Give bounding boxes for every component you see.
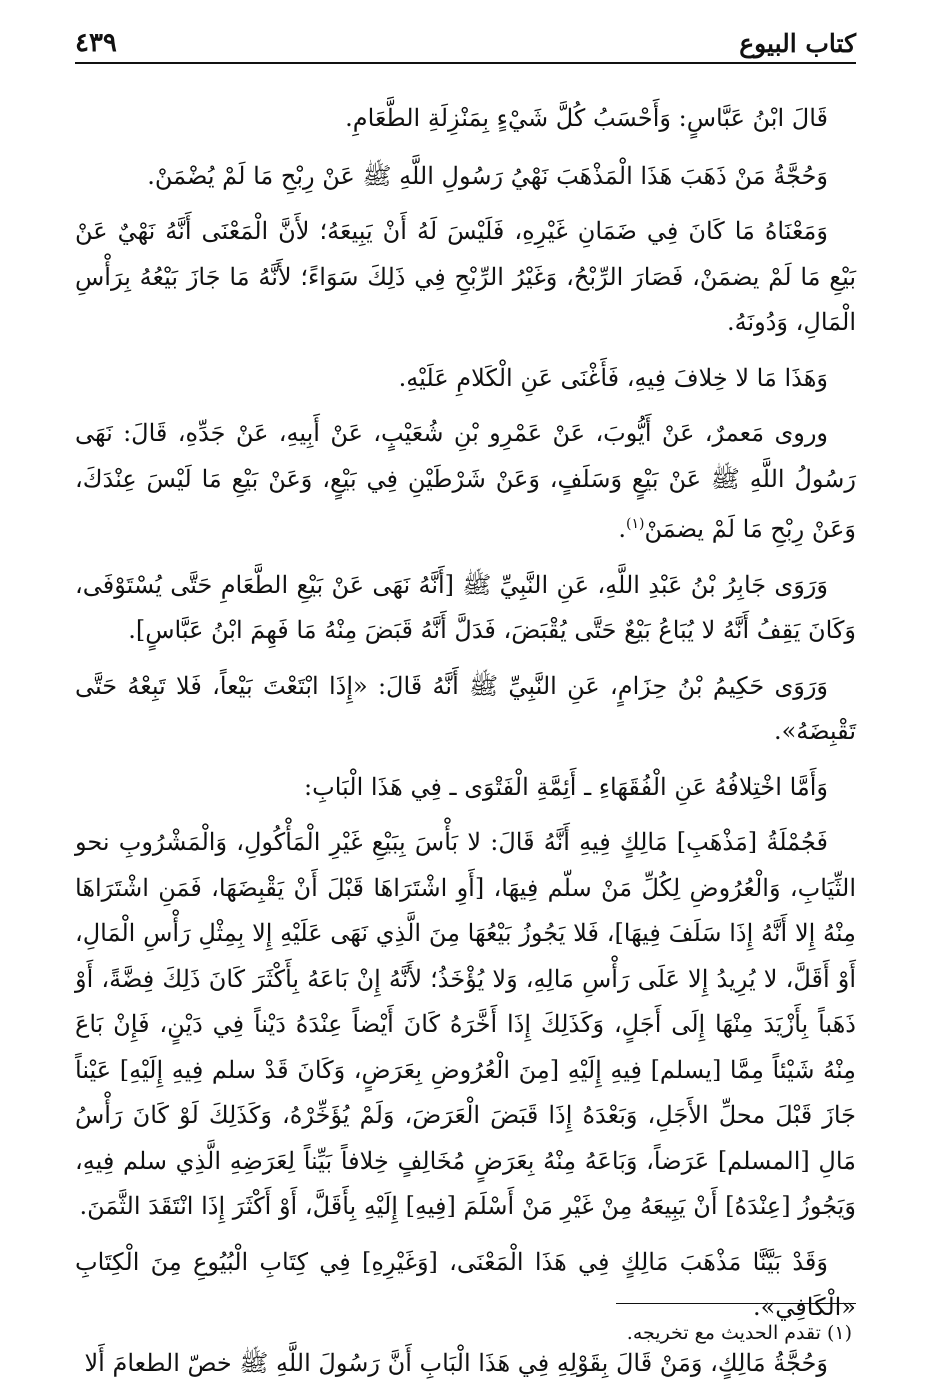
footnote: (١) تقدم الحديث مع تخريجه. xyxy=(626,1322,852,1344)
footnote-divider xyxy=(616,1303,856,1304)
paragraph-with-footnote: وروى مَعمرٌ، عَنْ أَيُّوبَ، عَنْ عَمْرِو بْنِ شُعَيْبٍ، عَنْ أَبِيهِ، عَنْ جَدِّهِ، قَالَ: نَهَى رَسُولُ اللَّهِ ﷺ عَنْ بَيْعٍ وَسَلَفٍ، وَعَنْ شَرْطَيْنِ فِي بَيْعٍ، وَعَنْ بَيْعِ مَا لَيْسَ عِنْدَكَ، وَعَنْ رِبْحِ مَا لَمْ يضمَنْ$^{(١)}$. xyxy=(75,419,856,543)
paragraph: فَجُمْلَةُ [مَذْهَبِ] مَالِكٍ فِيهِ أَنَّهُ قَالَ: لا بَأْسَ بِبَيْعِ غَيْرِ الْمَأْكُولِ، وَالْمَشْرُوبِ نحو الثِّيَابِ، وَالْعُرُوضِ لِكُلِّ مَنْ سلّم فِيهَا، [أَوِ اشْتَرَاهَا قَبْلَ أَنْ يَقْبِضَهَا، فَمَنِ اشْتَرَاهَا مِنْهُ إِلا أَنَّهُ إِذَا سَلَفَ فِيهَا]، فَلا يَجُوزُ بَيْعُهَا مِنَ الَّذِي نَهَى عَلَيْهِ إِلا بِمِثْلِ رَأْسِ الْمَالِ، أَوْ أَقَلَّ، لا يُرِيدُ إِلا عَلَى رَأْسِ مَالِهِ، وَلا يُؤْخَذُ؛ لأَنَّهُ إِنْ بَاعَهُ بِأَكْثَرَ كَانَ ذَلِكَ فِضَّةً، أَوْ ذَهَباً بِأَزْيَدَ مِنْهَا إِلَى أَجَلٍ، وَكَذَلِكَ إِذَا أَخَّرَهُ كَانَ أَيْضاً عِنْدَهُ دَيْناً فِي دَيْنٍ، فَإِنْ بَاعَ مِنْهُ شَيْئاً مِمَّا [يسلم] فِيهِ إِلَيْهِ [مِنَ الْعُرُوضِ بِعَرَضٍ، وَكَانَ قَدْ سلم فِيهِ إِلَيْهِ] عَيْناً جَازَ قَبْلَ محلِّ الأَجَلِ، وَبَعْدَهُ إِذَا قَبَضَ الْعَرَضَ، وَلَمْ يُؤَخِّرْهُ، وَكَذَلِكَ لَوْ كَانَ رَأْسُ مَالِ [المسلم] عَرَضاً، وَبَاعَهُ مِنْهُ بِعَرَضٍ مُخَالِفٍ خِلافاً بَيِّناً لِعَرَضِهِ الَّذِي سلم فِيهِ، وَيَجُوزُ [عِنْدَهُ] أَنْ يَبِيعَهُ مِنْ غَيْرِ مَنْ أَسْلَمَ [فِيهِ] إِلَيْهِ بِأَقَلَّ، أَوْ أَكْثَرَ إِذَا انْتَقَدَ الثَّمَنَ. xyxy=(75,828,857,1220)
paragraph-text: وروى مَعمرٌ، عَنْ أَيُّوبَ، عَنْ عَمْرِو بْنِ شُعَيْبٍ، عَنْ أَبِيهِ، عَنْ جَدِّهِ، قَالَ: نَهَى رَسُولُ اللَّهِ ﷺ عَنْ بَيْعٍ وَسَلَفٍ، وَعَنْ شَرْطَيْنِ فِي بَيْعٍ، وَعَنْ بَيْعِ مَا لَيْسَ عِنْدَكَ، وَعَنْ رِبْحِ مَا لَمْ يضمَنْ xyxy=(75,419,856,543)
paragraph: وَحُجَّةُ مَنْ ذَهَبَ هَذَا الْمَذْهَبَ نَهْيُ رَسُولِ اللَّهِ ﷺ عَنْ رِبْحِ مَا لَمْ يُضْمَنْ. xyxy=(147,161,828,190)
page-number: ٤٣٩ xyxy=(75,28,117,58)
main-text xyxy=(75,96,856,1396)
running-title: كتاب البيوع xyxy=(739,29,856,58)
paragraph: قَالَ ابْنُ عَبَّاسٍ: وَأَحْسَبُ كُلَّ شَيْءٍ بِمَنْزِلَةِ الطَّعَامِ. xyxy=(345,104,828,132)
paragraph: وَمَعْنَاهُ مَا كَانَ فِي ضَمَانِ غَيْرِهِ، فَلَيْسَ لَهُ أَنْ يَبِيعَهُ؛ لأَنَّ الْمَعْنَى أَنَّهُ نَهْيٌ عَنْ بَيْعِ مَا لَمْ يضمَنْ، فَصَارَ الرِّبْحُ، وَغَيْرُ الرِّبْحِ فِي ذَلِكَ سَوَاءً؛ لأَنَّهُ مَا جَازَ بَيْعُهُ بِرَأْسِ الْمَالِ، وَدُونَهُ. xyxy=(75,217,856,336)
footnote-marker: (١) xyxy=(625,516,645,532)
paragraph: وَحُجَّةُ مَالِكٍ، وَمَنْ قَالَ بِقَوْلِهِ فِي هَذَا الْبَابِ أَنَّ رَسُولَ اللَّهِ ﷺ خصّ الطعامَ أَلا xyxy=(84,1348,828,1377)
paragraph: وَقَدْ بَيَّنَّا مَذْهَبَ مَالِكٍ فِي هَذَا الْمَعْنَى، [وَغَيْرِهِ] فِي كِتَابِ الْبُيُوعِ مِنَ الْكِتَابِ «الْكَافِي». xyxy=(75,1247,856,1321)
page-header xyxy=(75,22,856,64)
paragraph: وَرَوَى حَكِيمُ بْنُ حِزَامٍ، عَنِ النَّبِيِّ ﷺ أَنَّهُ قَالَ: «إِذَا ابْتَعْتَ بَيْعاً، فَلا تَبِعْهُ حَتَّى تَقْبِضَهُ». xyxy=(75,671,856,745)
paragraph: وَرَوَى جَابِرُ بْنُ عَبْدِ اللَّهِ، عَنِ النَّبِيِّ ﷺ [أَنَّهُ نَهَى عَنْ بَيْعِ الطَّعَامِ حَتَّى يُسْتَوْفَى، وَكَانَ يَقِفُ أَنَّهُ لا يُبَاعُ بَيْعٌ حَتَّى يُقْبَضَ، فَدَلَّ أَنَّهُ قَبَضَ مِنْهُ مَا فَهِمَ ابْنُ عَبَّاسٍ]. xyxy=(75,570,856,644)
paragraph: وَأَمَّا اخْتِلافُهُ عَنِ الْفُقَهَاءِ ـ أَئِمَّةِ الْفَتْوَى ـ فِي هَذَا الْبَابِ: xyxy=(304,772,828,801)
paragraph: وَهَذَا مَا لا خِلافَ فِيهِ، فَأَغْنَى عَنِ الْكَلامِ عَلَيْهِ. xyxy=(398,363,828,392)
